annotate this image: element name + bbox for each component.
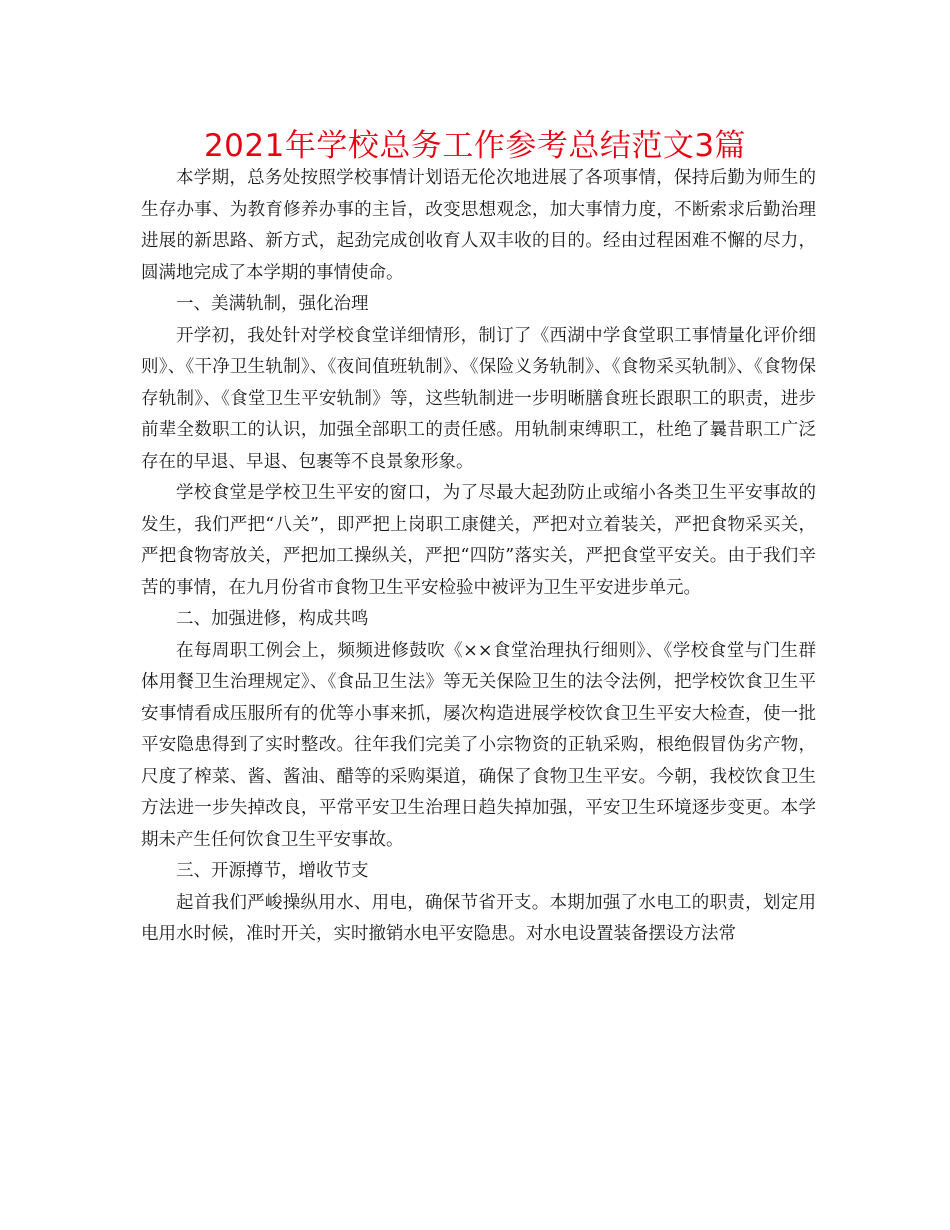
intro-paragraph: 本学期，总务处按照学校事情计划语无伦次地进展了各项事情，保持后勤为师生的生存办事、为教育修养办事的主旨，改变思想观念，加大事情力度，不断索求后勤治理进展的新思路、新方式，起劲完成创收育人双丰收的目的。经由过程困难不懈的尽力，圆满地完成了本学期的事情使命。: [141, 168, 816, 283]
body-paragraph: 在每周职工例会上，频频进修鼓吹《××食堂治理执行细则》、《学校食堂与门生群体用餐卫生治理规定》、《食品卫生法》等无关保险卫生的法令法例，把学校饮食卫生平安事情看成压服所有的优等小事来抓，屡次构造进展学校饮食卫生平安大检查，使一批平安隐患得到了实时整改。往年我们完美了小宗物资的正轨采购，根绝假冒伪劣产物，尺度了榨菜、酱、酱油、醋等的采购渠道，确保了食物卫生平安。今朝，我校饮食卫生方法进一步失掉改良，平常平安卫生治理日趋失掉加强，平安卫生环境逐步变更。本学期未产生任何饮食卫生平安事故。: [141, 640, 816, 850]
document-body: [141, 163, 816, 951]
body-paragraph: 开学初，我处针对学校食堂详细情形，制订了《西湖中学食堂职工事情量化评价细则》、《干净卫生轨制》、《夜间值班轨制》、《保险义务轨制》、《食物采买轨制》、《食物保存轨制》、《食堂卫生平安轨制》等，这些轨制进一步明晰膳食班长跟职工的职责，进步前辈全数职工的认识，加强全部职工的责任感。用轨制束缚职工，杜绝了曩昔职工广泛存在的早退、早退、包裹等不良景象形象。: [141, 325, 816, 472]
section-heading-1: 一、美满轨制，强化治理: [176, 294, 369, 314]
section-heading-2: 二、加强进修，构成共鸣: [176, 609, 369, 629]
document-title: 2021年学校总务工作参考总结范文3篇: [203, 128, 747, 164]
body-paragraph: 学校食堂是学校卫生平安的窗口，为了尽最大起劲防止或缩小各类卫生平安事故的发生，我们严把“八关”，即严把上岗职工康健关，严把对立着装关，严把食物采买关，严把食物寄放关，严把加工操纵关，严把“四防”落实关，严把食堂平安关。由于我们辛苦的事情，在九月份省市食物卫生平安检验中被评为卫生平安进步单元。: [141, 483, 816, 598]
section-heading-3: 三、开源撙节，增收节支: [176, 861, 369, 881]
body-paragraph: 起首我们严峻操纵用水、用电，确保节省开支。本期加强了水电工的职责，划定用电用水时候，准时开关，实时撤销水电平安隐患。对水电设置装备摆设方法常: [141, 892, 816, 944]
